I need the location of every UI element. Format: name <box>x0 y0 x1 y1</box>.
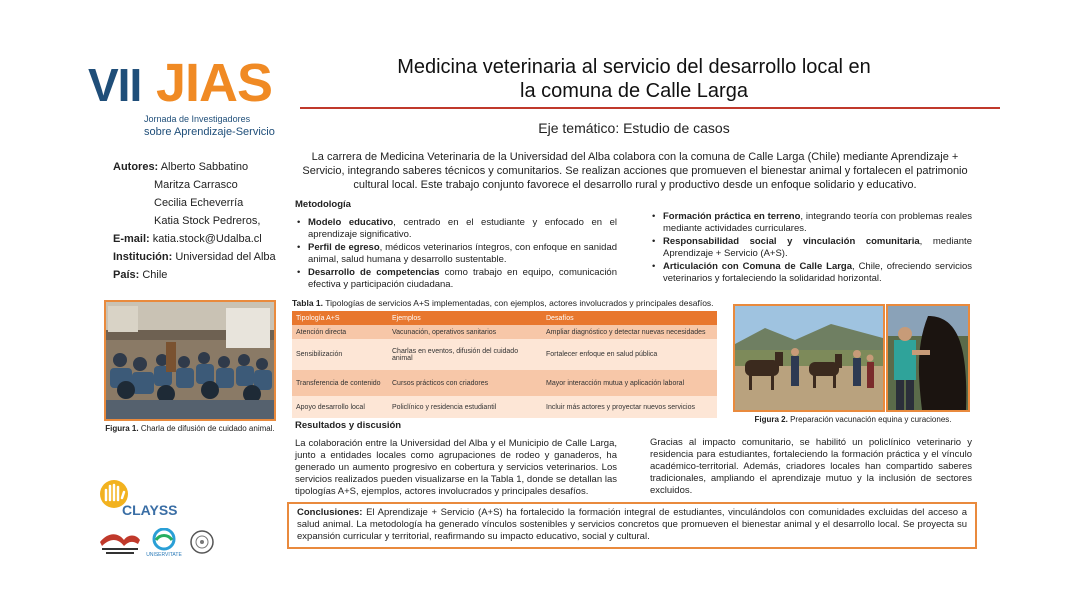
methodology-title: Metodología <box>295 199 351 210</box>
services-table <box>292 311 717 418</box>
table-header: Tipología A+S <box>292 311 388 325</box>
logo-jias-text: JIAS <box>156 53 273 113</box>
results-title: Resultados y discusión <box>295 420 402 431</box>
poster-title <box>300 55 968 103</box>
item-bold: Desarrollo de competencias <box>308 267 440 278</box>
item-text: , mediante Aprendizaje + Servicio (A+S). <box>663 236 972 259</box>
institution-value: Universidad del Alba <box>175 251 276 263</box>
country-label: País: <box>113 269 140 281</box>
author-name: Katia Stock Pedreros, <box>154 215 261 227</box>
university-seal <box>190 530 214 554</box>
logo-subtitle-2: sobre Aprendizaje-Servicio <box>144 126 275 138</box>
list-item <box>295 267 617 291</box>
table-cell: Policlínico y residencia estudiantil <box>388 396 542 418</box>
methodology-section <box>295 199 617 292</box>
seal-icon <box>190 530 214 554</box>
table-label: Tabla 1. <box>292 298 324 308</box>
list-item <box>295 242 617 266</box>
item-bold: Perfil de egreso <box>308 242 380 253</box>
list-item <box>295 217 617 241</box>
uniservitate-logo <box>146 528 182 560</box>
item-text: como trabajo en equipo, comunicación efectiva y participación ciudadana. <box>308 267 618 290</box>
table-header: Ejemplos <box>388 311 542 325</box>
table-cell: Apoyo desarrollo local <box>292 396 388 418</box>
conclusions-box <box>287 502 977 549</box>
email-label: E-mail: <box>113 233 150 245</box>
methodology-section-right <box>650 211 972 286</box>
item-text: , Chile, ofreciendo servicios veterinarios y fortaleciendo la solidaridad horizontal. <box>663 261 972 284</box>
table-caption <box>292 298 732 308</box>
figure-2-label: Figura 2. <box>754 415 788 424</box>
table-cell: Sensibilización <box>292 339 388 370</box>
red-network-logo <box>98 530 142 558</box>
clayss-logo <box>98 478 188 522</box>
table-row <box>292 325 717 339</box>
table-cell: Atención directa <box>292 325 388 339</box>
treatment-photo-illustration <box>888 306 968 410</box>
results-paragraph-1: La colaboración entre la Universidad del Alba y el Municipio de Calle Larga, junto a entidades locales como agrupaciones de rodeo y ganaderos, ha generado un aumento progresivo en cobertura y servicios veterinarios. Los servicios realizados pueden visualizarse en la Tabla 1, donde se detallan las tipologías A+S, ejemplos, actores involucrados y principales desafíos. <box>295 438 617 497</box>
table-cell: Mayor interacción mutua y aplicación laboral <box>542 370 717 396</box>
country-value: Chile <box>142 269 168 281</box>
item-bold: Formación práctica en terreno <box>663 211 801 222</box>
table-cell: Fortalecer enfoque en salud pública <box>542 339 717 370</box>
table-cell: Ampliar diagnóstico y detectar nuevas necesidades <box>542 325 717 339</box>
table-row <box>292 396 717 418</box>
uniservitate-text: UNISERVITATE <box>146 552 182 558</box>
item-bold: Modelo educativo <box>308 217 394 228</box>
table-row <box>292 370 717 396</box>
email-value: katia.stock@Udalba.cl <box>152 233 262 245</box>
figure-1-text: Charla de difusión de cuidado animal. <box>140 424 275 433</box>
table-cell: Vacunación, operativos sanitarios <box>388 325 542 339</box>
title-divider <box>300 107 1000 109</box>
logo-subtitle-1: Jornada de Investigadores <box>144 114 251 124</box>
table-row <box>292 339 717 370</box>
institution-label: Institución: <box>113 251 173 263</box>
figure-2-photo-treatment <box>886 304 970 412</box>
theme-heading: Eje temático: Estudio de casos <box>538 120 730 136</box>
list-item <box>650 261 972 285</box>
table-header: Desafíos <box>542 311 717 325</box>
results-section <box>295 420 617 498</box>
title-line-2: la comuna de Calle Larga <box>520 80 748 102</box>
list-item <box>650 211 972 235</box>
table-caption-text: Tipologías de servicios A+S implementadas, con ejemplos, actores involucrados y principales desafíos. <box>325 298 714 308</box>
item-text: , centrado en el estudiante y enfocado en el aprendizaje significativo. <box>308 217 617 240</box>
item-text: , médicos veterinarios íntegros, con enfoque en sanidad animal, salud humana y desarrollo sustentable. <box>308 242 618 265</box>
figure-1-label: Figura 1. <box>105 424 139 433</box>
author-name: Alberto Sabbatino <box>160 161 249 173</box>
table-cell: Cursos prácticos con criadores <box>388 370 542 396</box>
table-cell: Transferencia de contenido <box>292 370 388 396</box>
classroom-photo-illustration <box>106 302 274 419</box>
event-logo <box>88 52 288 144</box>
table-cell: Incluir más actores y proyectar nuevos servicios <box>542 396 717 418</box>
author-name: Cecilia Echeverría <box>154 197 244 209</box>
figure-1-caption <box>104 424 276 434</box>
results-paragraph-2: Gracias al impacto comunitario, se habilitó un policlínico veterinario y residencia para estudiantes, fortaleciendo la formación práctica y el vínculo académico-territorial. Además, criadores locales han compartido saberes tradicionales, ampliando el aprendizaje mutuo y la inclusión de sectores excluidos. <box>650 437 972 496</box>
conclusions-text: El Aprendizaje + Servicio (A+S) ha fortalecido la formación integral de estudiantes, vinculándolos con comunidades excluidas del acceso a salud animal. La metodología ha generado vínculos sostenibles y servicios concretos que promueven el bienestar animal y el desarrollo local. Se proyecta su expansión curricular y territorial, reafirmando su impacto educativo, social y cultural. <box>297 507 967 542</box>
list-item <box>650 236 972 260</box>
author-name: Maritza Carrasco <box>154 179 238 191</box>
figure-2-photo-horses <box>733 304 885 412</box>
item-bold: Responsabilidad social y vinculación comunitaria <box>663 236 920 247</box>
item-text: , integrando teoría con problemas reales mediante actividades curriculares. <box>663 211 973 234</box>
authors-label: Autores: <box>113 161 159 173</box>
figure-2-text: Preparación vacunación equina y curaciones. <box>790 415 952 424</box>
item-bold: Articulación con Comuna de Calle Larga <box>663 261 853 272</box>
intro-paragraph: La carrera de Medicina Veterinaria de la Universidad del Alba colabora con la comuna de Calle Larga (Chile) mediante Aprendizaje + Servicio, integrando saberes técnicos y comunitarios. Se realizan acciones que promueven el bienestar animal y fortalecen el patrimonio cultural local. Este trabajo conjunto favorece el desarrollo rural y productivo desde un enfoque solidario y educativo. <box>302 151 968 191</box>
figure-2-caption <box>733 415 973 424</box>
title-line-1: Medicina veterinaria al servicio del desarrollo local en <box>397 56 871 78</box>
table-cell: Charlas en eventos, difusión del cuidado animal <box>388 339 542 370</box>
uniservitate-icon <box>146 528 182 552</box>
conclusions-label: Conclusiones: <box>297 507 363 518</box>
figure-1-photo <box>104 300 276 421</box>
red-network-icon <box>98 530 142 558</box>
clayss-text: CLAYSS <box>122 502 178 518</box>
horses-photo-illustration <box>735 306 883 410</box>
authors-block <box>113 158 293 284</box>
logo-vii-text: VII <box>88 59 142 111</box>
